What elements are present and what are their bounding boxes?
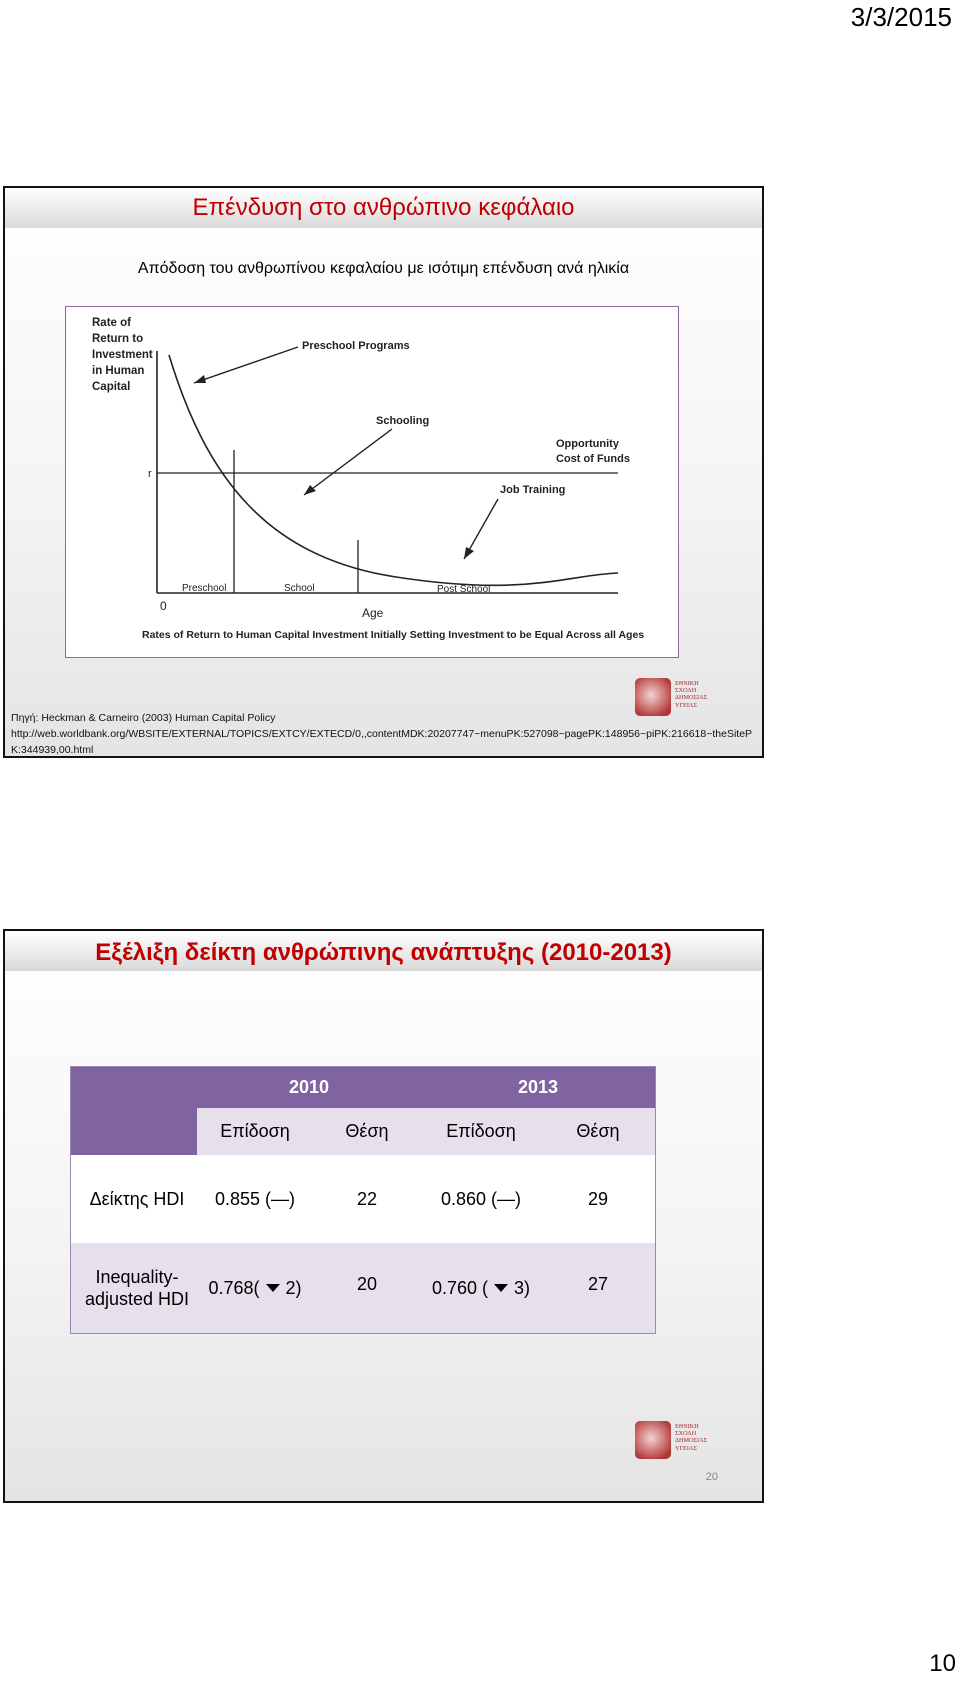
x-axis-label: Age — [362, 606, 384, 620]
page-number: 10 — [929, 1650, 956, 1677]
hdi-rank-2013: 29 — [541, 1155, 655, 1243]
hdi-rank-2010: 22 — [313, 1155, 421, 1243]
hdi-table — [71, 1067, 655, 1333]
source-citation: Πηγή: Heckman & Carneiro (2003) Human Capital Policy http://web.worldbank.org/WBSITE/EXTERNAL/TOPICS/EXTCY/EXTECD/0,,contentMDK:20207747~menuPK:527098~pagePK:148956~piPK:216618~theSiteP K:344939,00.html — [11, 712, 753, 756]
subheader-performance-2010: Επίδοση — [197, 1108, 313, 1155]
page-date: 3/3/2015 — [850, 2, 952, 32]
subheader-row — [71, 1108, 655, 1155]
year-header-row — [71, 1067, 655, 1108]
rate-of-return-curve — [169, 355, 618, 585]
stage-label-school: School — [284, 583, 315, 594]
slide-title: Επένδυση στο ανθρώπινο κεφάλαιο — [192, 194, 575, 221]
arrow-schooling — [304, 429, 392, 495]
row-label-ihdi: Inequality- adjusted HDI — [71, 1243, 197, 1333]
ihdi-rank-2010: 20 — [313, 1243, 421, 1333]
arrowhead-preschool-programs — [194, 375, 206, 383]
empty-header-cell — [71, 1067, 197, 1108]
table-row — [71, 1155, 655, 1243]
nsph-logo — [635, 1421, 719, 1461]
empty-subheader-cell — [71, 1108, 197, 1155]
annotation-schooling: Schooling — [376, 415, 430, 427]
stage-label-preschool: Preschool — [182, 583, 227, 594]
year-2013-header: 2013 — [421, 1067, 655, 1108]
hdi-performance-2013: 0.860 (—) — [421, 1155, 541, 1243]
ihdi-performance-2013: 0.760 ( 3) — [421, 1243, 541, 1333]
ihdi-performance-2010: 0.768( 2) — [197, 1243, 313, 1333]
y-axis-label: Rate of Return to Investment in Human Capital — [92, 317, 153, 393]
subheader-performance-2013: Επίδοση — [421, 1108, 541, 1155]
arrow-preschool-programs — [194, 347, 298, 383]
r-label: r — [148, 468, 152, 480]
arrowhead-job-training — [464, 547, 474, 559]
down-triangle-icon — [494, 1284, 508, 1292]
annotation-opportunity-cost: Opportunity Cost of Funds — [556, 438, 630, 465]
annotation-preschool-programs: Preschool Programs — [302, 340, 410, 352]
figure-caption: Rates of Return to Human Capital Investment Initially Setting Investment to be Equal Across all Ages — [142, 629, 645, 641]
heckman-curve-svg — [66, 307, 678, 657]
slide-human-capital — [3, 186, 764, 758]
heckman-curve-figure — [65, 306, 679, 658]
slide-title: Εξέλιξη δείκτη ανθρώπινης ανάπτυξης (2010-2013) — [95, 939, 672, 966]
subheader-rank-2010: Θέση — [313, 1108, 421, 1155]
annotation-job-training: Job Training — [500, 484, 566, 496]
nsph-emblem — [635, 1421, 671, 1459]
table-row — [71, 1243, 655, 1333]
stage-label-postschool: Post School — [437, 584, 491, 595]
nsph-logo-text: ΕΘΝΙΚΗ ΣΧΟΛΗ ΔΗΜΟΣΙΑΣ ΥΓΕΙΑΣ — [675, 680, 708, 709]
year-2010-header: 2010 — [197, 1067, 421, 1108]
hdi-performance-2010: 0.855 (—) — [197, 1155, 313, 1243]
row-label-hdi: Δείκτης HDI — [71, 1155, 197, 1243]
origin-label: 0 — [160, 599, 167, 613]
slide-number: 20 — [705, 1471, 718, 1483]
ihdi-rank-2013: 27 — [541, 1243, 655, 1333]
slide-subtitle: Απόδοση του ανθρωπίνου κεφαλαίου με ισότιμη επένδυση ανά ηλικία — [137, 260, 630, 277]
down-triangle-icon — [266, 1284, 280, 1292]
nsph-logo-text: ΕΘΝΙΚΗ ΣΧΟΛΗ ΔΗΜΟΣΙΑΣ ΥΓΕΙΑΣ — [675, 1423, 708, 1452]
slide-hdi — [3, 929, 764, 1503]
subheader-rank-2013: Θέση — [541, 1108, 655, 1155]
